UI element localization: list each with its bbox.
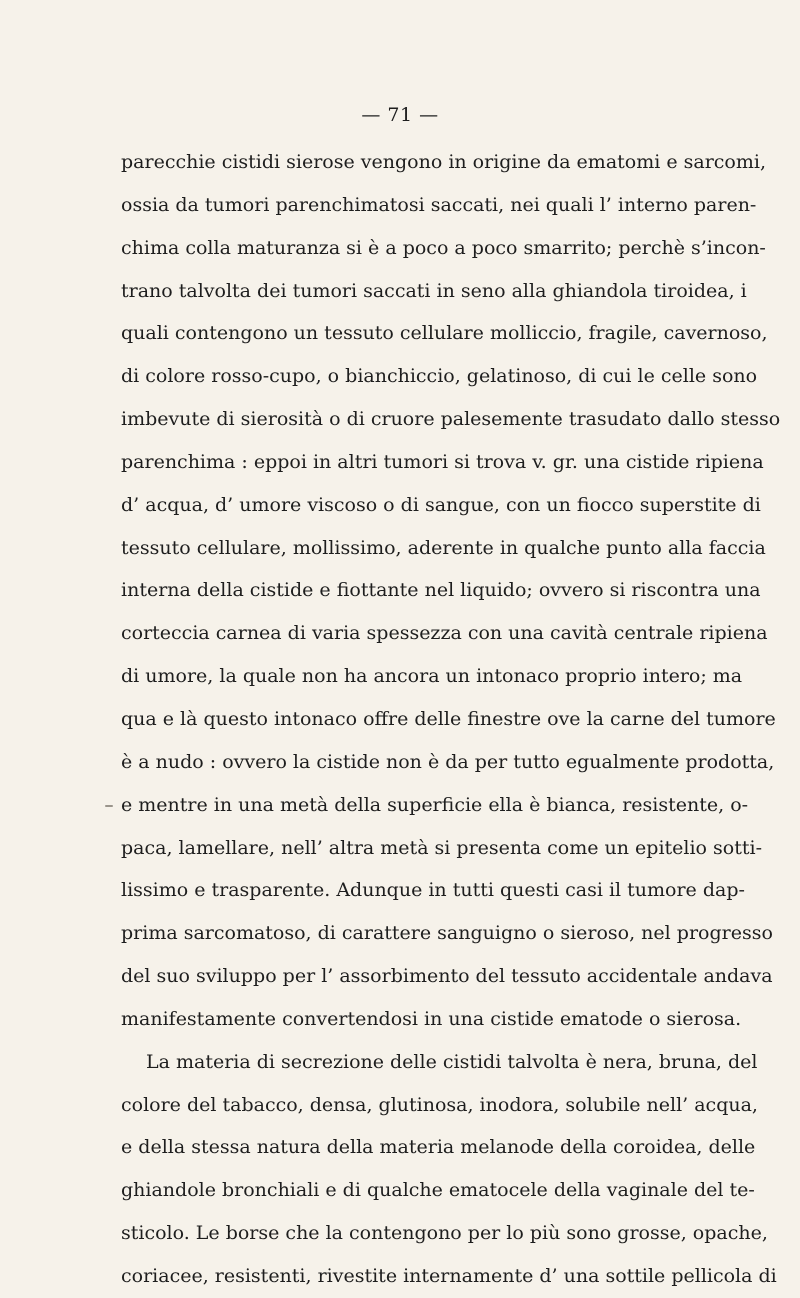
page-number: — 71 — <box>361 104 439 126</box>
text-line: parenchima : eppoi in altri tumori si trova v. gr. una cistide ripiena <box>121 450 764 473</box>
text-line: qua e là questo intonaco offre delle finestre ove la carne del tumore <box>121 707 776 730</box>
text-line: di umore, la quale non ha ancora un intonaco proprio intero; ma <box>121 665 743 688</box>
text-line: interna della cistide e fiottante nel liquido; ovvero si riscontra una <box>121 579 761 602</box>
text-line: è a nudo : ovvero la cistide non è da per tutto egualmente prodotta, <box>121 750 775 773</box>
text-line: ghiandole bronchiali e di qualche ematocele della vaginale del te- <box>121 1179 755 1202</box>
margin-mark <box>105 805 113 807</box>
text-line: imbevute di sierosità o di cruore palesemente trasudato dallo stesso <box>121 408 781 431</box>
text-line: colore del tabacco, densa, glutinosa, inodora, solubile nell’ acqua, <box>121 1093 758 1116</box>
text-line: La materia di secrezione delle cistidi talvolta è nera, bruna, del <box>146 1050 758 1073</box>
text-line: di colore rosso-cupo, o bianchiccio, gelatinoso, di cui le celle sono <box>121 365 758 388</box>
text-line: prima sarcomatoso, di carattere sanguigno o sieroso, nel progresso <box>121 922 773 945</box>
text-line: paca, lamellare, nell’ altra metà si presenta come un epitelio sotti- <box>121 836 762 859</box>
text-line: sticolo. Le borse che la contengono per lo più sono grosse, opache, <box>121 1222 768 1245</box>
text-line: quali contengono un tessuto cellulare molliccio, fragile, cavernoso, <box>121 322 768 345</box>
text-line: manifestamente convertendosi in una cistide ematode o sierosa. <box>121 1007 742 1030</box>
text-line: ossia da tumori parenchimatosi saccati, nei quali l’ interno paren- <box>121 193 757 216</box>
text-line: parecchie cistidi sierose vengono in origine da ematomi e sarcomi, <box>121 151 767 173</box>
text-line: lissimo e trasparente. Adunque in tutti questi casi il tumore dap- <box>121 879 745 902</box>
text-line: chima colla maturanza si è a poco a poco smarrito; perchè s’incon- <box>121 236 766 259</box>
text-line: coriacee, resistenti, rivestite internamente d’ una sottile pellicola di <box>121 1264 777 1287</box>
text-line: e mentre in una metà della superficie ella è bianca, resistente, o- <box>121 793 749 816</box>
text-line: e della stessa natura della materia melanode della coroidea, delle <box>121 1136 756 1159</box>
text-line: tessuto cellulare, mollissimo, aderente in qualche punto alla faccia <box>121 536 766 559</box>
text-line: del suo sviluppo per l’ assorbimento del tessuto accidentale andava <box>121 965 773 988</box>
text-line: corteccia carnea di varia spessezza con una cavità centrale ripiena <box>121 622 768 645</box>
text-line: d’ acqua, d’ umore viscoso o di sangue, con un fiocco superstite di <box>121 493 761 516</box>
text-line: trano talvolta dei tumori saccati in seno alla ghiandola tiroidea, i <box>121 279 747 302</box>
body-text <box>121 141 781 1298</box>
